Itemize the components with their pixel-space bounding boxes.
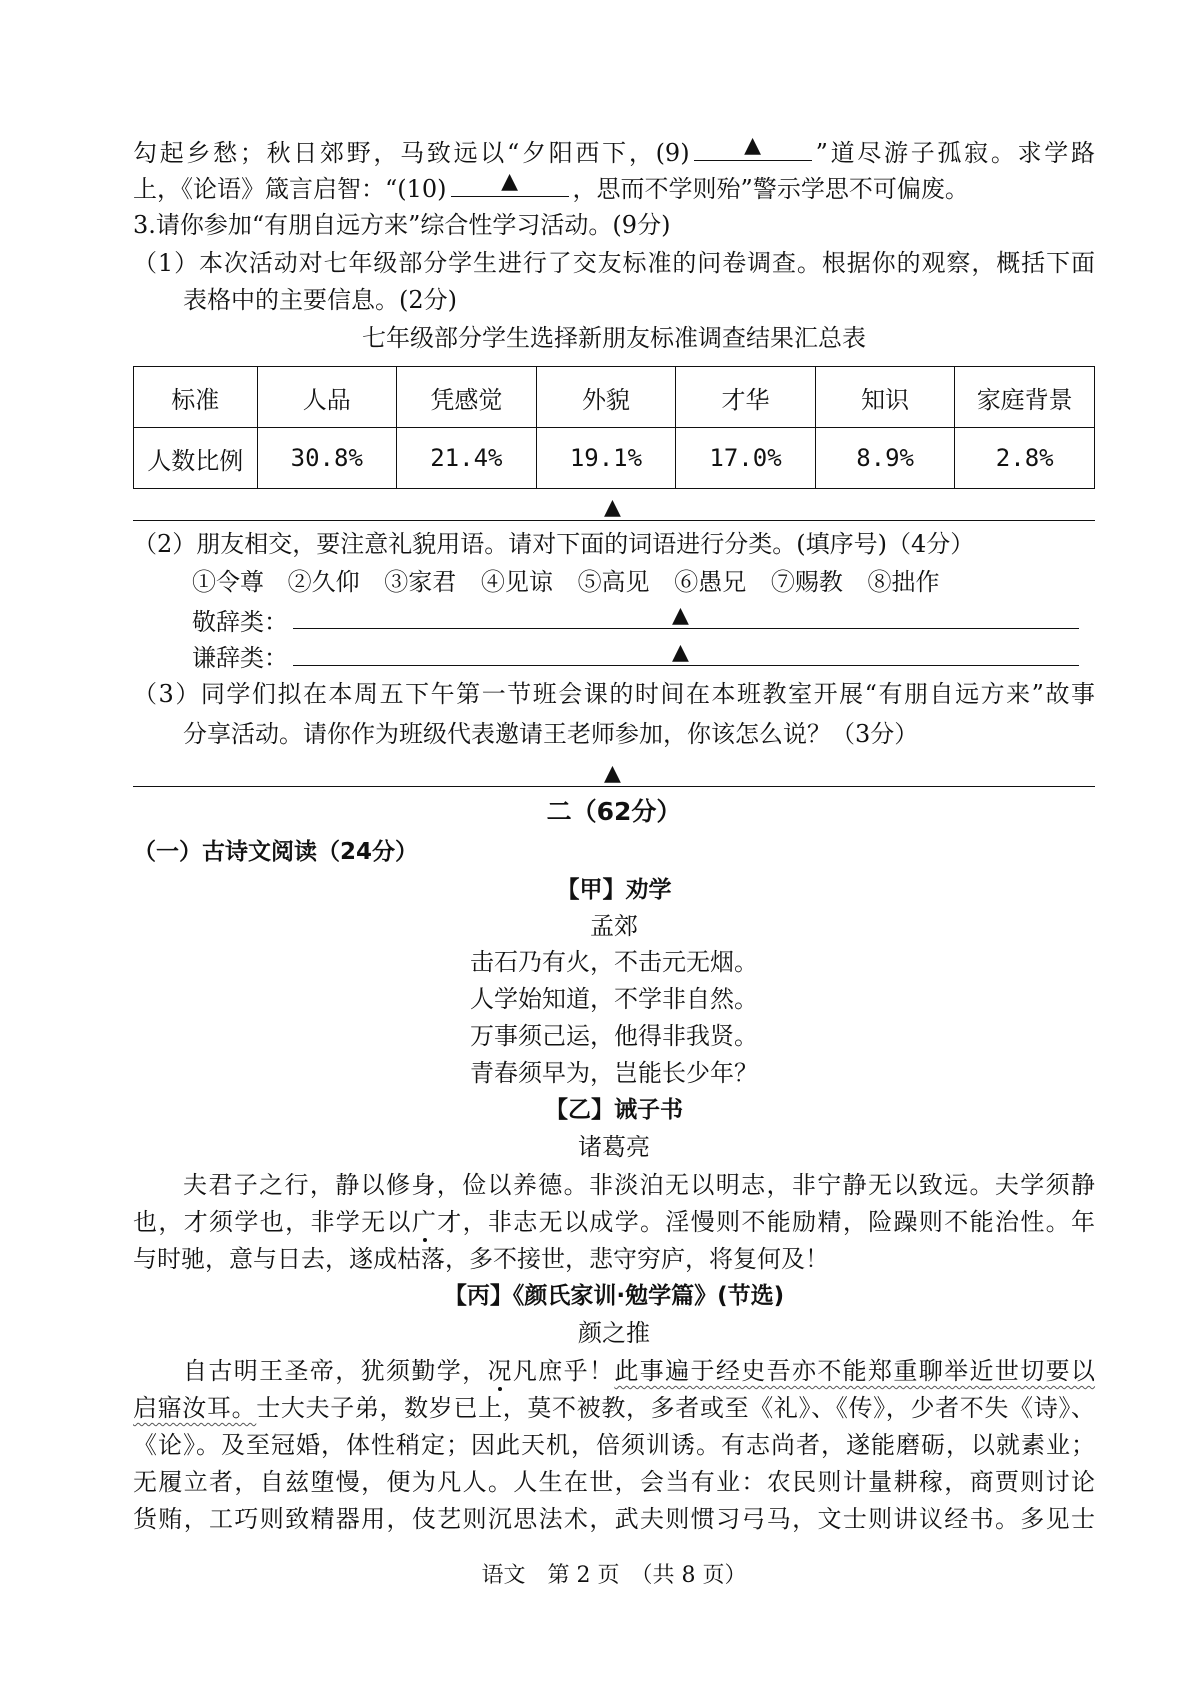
- question-3-1-text: （1）本次活动对七年级部分学生进行了交友标准的问卷调查。根据你的观察，概括下面: [133, 249, 1095, 277]
- word-item: ⑧拙作: [867, 568, 940, 596]
- text-line: 夫君子之行，静以修身，俭以养德。非淡泊无以明志，非宁静无以致远。夫学须静: [183, 1171, 1095, 1199]
- poem-line: 万事须己运，他得非我贤。: [470, 1022, 758, 1050]
- emphasis-dot-char: 况: [487, 1357, 513, 1385]
- answer-blank-10[interactable]: [451, 169, 569, 197]
- page-footer: 语文 第 2 页 （共 8 页）: [481, 1563, 747, 1588]
- table-cell: 17.0%: [676, 428, 816, 489]
- table-header-cell: 才华: [676, 367, 816, 428]
- table-cell: 21.4%: [397, 428, 537, 489]
- fill-blank-line-10: [133, 169, 969, 205]
- table-header-cell: 外貌: [536, 367, 676, 428]
- text-line: 与时驰，意与日去，遂成枯落，多不接世，悲守穷庐，将复何及！: [133, 1245, 829, 1273]
- text-author-yi: 诸葛亮: [578, 1133, 650, 1161]
- triangle-icon: ▲: [604, 495, 621, 520]
- answer-line-3-3[interactable]: [133, 786, 1095, 787]
- triangle-icon: ▲: [744, 133, 762, 158]
- text-line: [183, 1355, 1095, 1387]
- table-header-cell: 家庭背景: [955, 367, 1095, 428]
- poem-author-jia: 孟郊: [590, 912, 638, 940]
- question-3-1-text-cont: 表格中的主要信息。(2分): [183, 286, 457, 314]
- poem-title-jia: 【甲】劝学: [556, 877, 672, 903]
- question-3-2-text: （2）朋友相交，要注意礼貌用语。请对下面的词语进行分类。(填序号)（4分）: [133, 530, 975, 558]
- word-list: [192, 566, 939, 598]
- wavy-underlined-sentence: 此事遍于经史吾亦不能郑重聊举近世切要以: [614, 1357, 1096, 1385]
- answer-line-respect[interactable]: [293, 628, 1079, 629]
- section-title: 二（62分）: [546, 797, 682, 826]
- table-cell: 30.8%: [257, 428, 397, 489]
- text-segment: 也，才须学也，非学无以: [133, 1208, 412, 1236]
- text-line: 货贿，工巧则致精器用，伎艺则沉思法术，武夫则惯习弓马，文士则讲议经书。多见士: [133, 1505, 1095, 1533]
- modest-words-label: 谦辞类：: [192, 644, 288, 672]
- triangle-icon: ▲: [501, 169, 519, 194]
- answer-line-modest[interactable]: [293, 665, 1079, 666]
- word-item: ①令尊: [192, 568, 264, 596]
- table-header-cell: 标准: [134, 367, 258, 428]
- question-3-title: 3.请你参加“有朋自远方来”综合性学习活动。(9分): [133, 211, 671, 239]
- text-segment: 自古明王圣帝，犹须勤学，: [183, 1357, 488, 1385]
- table-header-cell: 知识: [815, 367, 955, 428]
- triangle-icon: ▲: [604, 761, 621, 786]
- subsection-title: （一）古诗文阅读（24分）: [133, 839, 419, 865]
- table-row-label: 人数比例: [134, 428, 258, 489]
- table-caption: 七年级部分学生选择新朋友标准调查结果汇总表: [362, 324, 866, 352]
- word-item: ⑤高见: [577, 568, 650, 596]
- text-segment: 上，《论语》箴言启智：“(10): [133, 175, 447, 203]
- question-3-3-text-cont: 分享活动。请你作为班级代表邀请王老师参加，你该怎么说？（3分）: [183, 720, 919, 748]
- text-title-yi: 【乙】诫子书: [545, 1097, 683, 1123]
- table-header-cell: 人品: [257, 367, 397, 428]
- text-segment: ，思而不学则殆”警示学思不可偏废。: [572, 175, 969, 203]
- emphasis-dot-char: 广: [411, 1208, 438, 1236]
- table-cell: 19.1%: [536, 428, 676, 489]
- survey-table: [133, 366, 1095, 489]
- table-header-row: [134, 367, 1095, 428]
- question-3-3-text: （3）同学们拟在本周五下午第一节班会课的时间在本班教室开展“有朋自远方来”故事: [133, 680, 1095, 708]
- poem-line: 青春须早为，岂能长少年？: [470, 1059, 758, 1087]
- table-row: [134, 428, 1095, 489]
- wavy-underlined-sentence: 启寤汝耳。: [133, 1394, 257, 1422]
- fill-blank-line-9: [133, 133, 1095, 169]
- triangle-icon: ▲: [672, 603, 689, 628]
- text-line: 《论》。及至冠婚，体性稍定；因此天机，倍须训诱。有志尚者，遂能磨砺，以就素业；: [133, 1431, 1095, 1459]
- text-segment: 士大夫子弟，数岁已上，莫不被教，多者或至《礼》、《传》，少者不失《诗》、: [256, 1394, 1095, 1422]
- text-line: [133, 1206, 1095, 1238]
- text-title-bing: 【丙】《颜氏家训·勉学篇》(节选): [443, 1283, 785, 1309]
- text-author-bing: 颜之推: [578, 1319, 650, 1347]
- text-line: 无履立者，自兹堕慢，便为凡人。人生在世，会当有业：农民则计量耕稼，商贾则讨论: [133, 1468, 1095, 1496]
- word-item: ③家君: [384, 568, 457, 596]
- answer-line-3-1[interactable]: [133, 520, 1095, 521]
- answer-blank-9[interactable]: [694, 133, 812, 161]
- text-segment: ”道尽游子孤寂。求学路: [815, 139, 1095, 167]
- text-segment: 凡庶乎！: [512, 1357, 615, 1385]
- word-item: ④见谅: [480, 568, 553, 596]
- triangle-icon: ▲: [672, 640, 689, 665]
- text-line: [133, 1392, 1095, 1424]
- table-cell: 8.9%: [815, 428, 955, 489]
- poem-line: 击石乃有火，不击元无烟。: [470, 948, 758, 976]
- text-segment: 才，非志无以成学。淫慢则不能励精，险躁则不能治性。年: [437, 1208, 1096, 1236]
- word-item: ②久仰: [287, 568, 360, 596]
- word-item: ⑥愚兄: [674, 568, 747, 596]
- word-item: ⑦赐教: [770, 568, 843, 596]
- table-cell: 2.8%: [955, 428, 1095, 489]
- respect-words-label: 敬辞类：: [192, 608, 288, 636]
- table-header-cell: 凭感觉: [397, 367, 537, 428]
- text-segment: 勾起乡愁；秋日郊野，马致远以“夕阳西下，(9): [133, 139, 690, 167]
- poem-line: 人学始知道，不学非自然。: [470, 985, 758, 1013]
